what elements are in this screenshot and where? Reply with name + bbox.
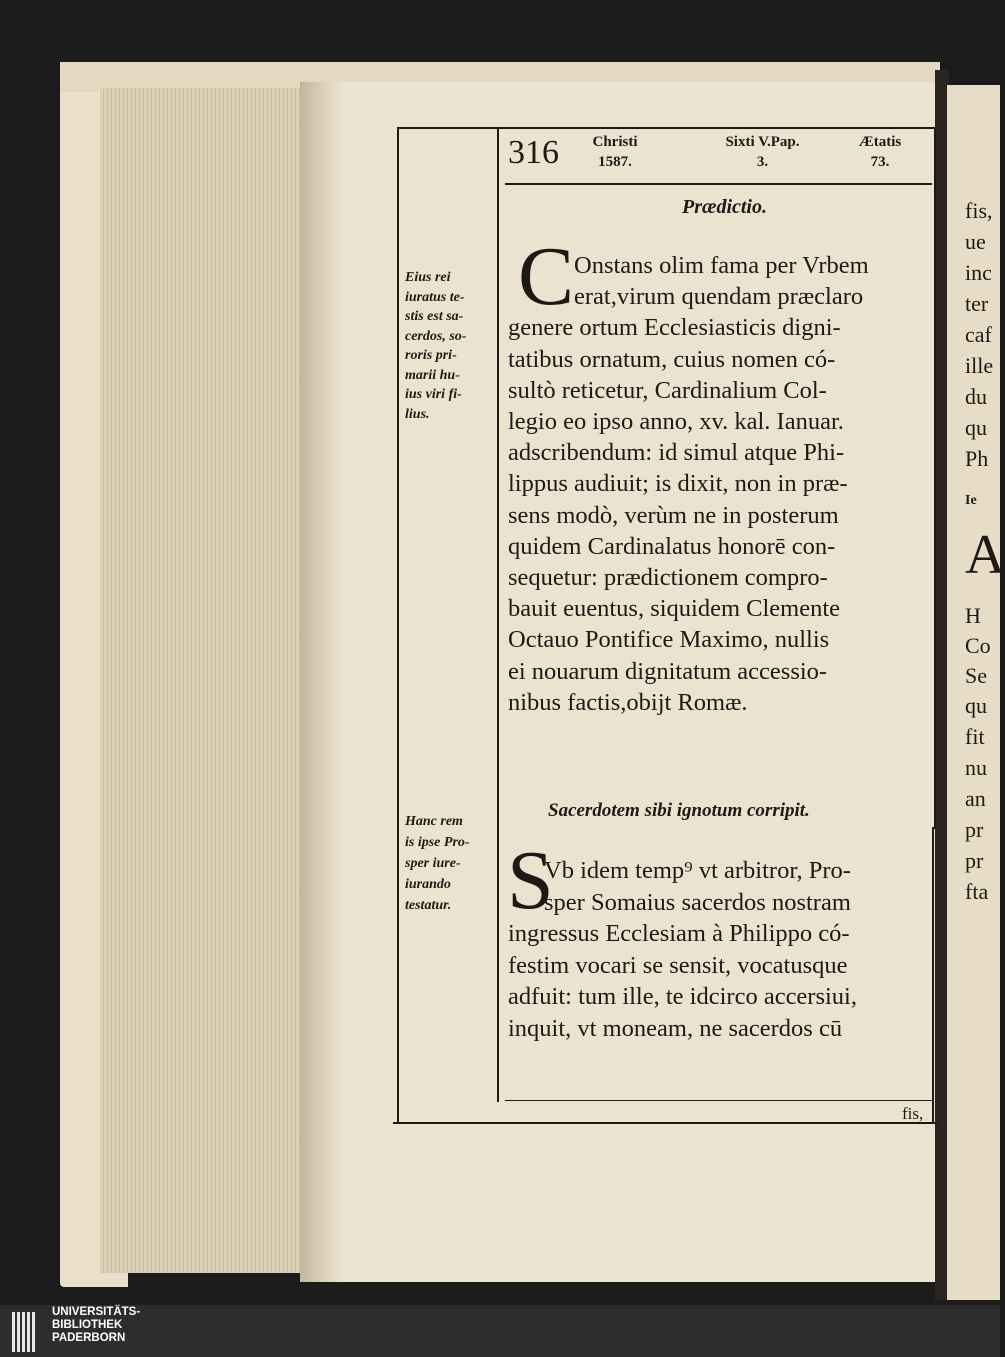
- body-text-line: inquit, vt moneam, ne sacerdos cū: [508, 1014, 843, 1042]
- catchword: fis,: [902, 1104, 924, 1123]
- body-text-line: genere ortum Ecclesiasticis digni-: [508, 314, 841, 342]
- header-christi-label: Christi: [592, 134, 638, 150]
- right-page-fragment: Ie: [965, 493, 977, 508]
- body-text-line: ingressus Ecclesiam à Philippo có-: [508, 920, 850, 947]
- body-text-line: sultò reticetur, Cardinalium Col-: [508, 376, 827, 404]
- right-page-fragment: caf: [965, 322, 992, 347]
- footer-rule: [505, 1100, 932, 1101]
- drop-cap-c: C: [518, 230, 575, 323]
- margin-note-line: sper iure-: [405, 856, 461, 871]
- gutter-shadow: [300, 82, 340, 1282]
- body-text-line: festim vocari se sensit, vocatusque: [508, 951, 848, 979]
- header-aetatis-value: 73.: [870, 154, 890, 170]
- right-page-fragment: nu: [965, 755, 987, 780]
- right-page: [947, 85, 1005, 1300]
- margin-note-line: is ipse Pro-: [405, 835, 470, 850]
- margin-note-line: marii hu-: [405, 367, 460, 383]
- body-text-line: legio eo ipso anno, xv. kal. Ianuar.: [508, 408, 844, 435]
- body-text-line: Octauo Pontifice Maximo, nullis: [508, 626, 830, 654]
- right-page-fragment: H: [965, 603, 981, 628]
- right-page-fragment: Ph: [965, 446, 989, 471]
- right-page-fragment: fta: [965, 879, 989, 904]
- drop-cap-s: S: [507, 834, 554, 927]
- right-page-fragment: qu: [965, 415, 987, 440]
- page-edges: [100, 88, 312, 1273]
- right-page-fragment: ter: [965, 291, 989, 316]
- section-heading-praedictio: Prædictio.: [682, 196, 767, 218]
- body-text-line: Vb idem temp⁹ vt arbitror, Pro-: [544, 857, 851, 884]
- right-page-fragment: fit: [965, 724, 985, 749]
- body-text-line: adscribendum: id simul atque Phi-: [508, 439, 845, 467]
- body-text-line: erat,virum quendam præclaro: [574, 283, 864, 311]
- right-page-fragment: ue: [965, 229, 986, 254]
- body-text-line: quidem Cardinalatus honorē con-: [508, 532, 836, 560]
- margin-note-line: iuratus te-: [405, 289, 465, 305]
- footer-bar: [0, 1305, 1000, 1357]
- body-text-line: bauit euentus, siquidem Clemente: [508, 595, 841, 623]
- logo-line-3: PADERBORN: [52, 1332, 126, 1344]
- right-page-fragment: inc: [965, 260, 992, 285]
- library-logo-text: [52, 1306, 140, 1345]
- margin-note-line: stis est sa-: [405, 309, 464, 324]
- body-text-line: adfuit: tum ille, te idcirco accersiui,: [508, 983, 857, 1010]
- right-page-fragment: Se: [965, 663, 987, 688]
- right-page-fragment: A: [965, 524, 1005, 586]
- right-page-fragment: ille: [965, 353, 994, 378]
- body-text-line: lippus audiuit; is dixit, non in præ-: [508, 470, 848, 498]
- margin-note-line: roris pri-: [405, 348, 457, 363]
- body-text-line: ei nouarum dignitatum accessio-: [508, 657, 828, 685]
- library-logo-icon: [12, 1312, 42, 1352]
- right-page-fragment: du: [965, 384, 987, 409]
- frame-bottom-rule: [393, 1122, 938, 1124]
- margin-note-line: lius.: [405, 406, 430, 422]
- header-christi-value: 1587.: [598, 154, 632, 170]
- margin-divider: [497, 127, 499, 1102]
- right-page-fragment: pr: [965, 817, 984, 842]
- header-sixti: [710, 132, 815, 172]
- margin-note-line: testatur.: [405, 898, 452, 913]
- body-text-line: Onstans olim fama per Vrbem: [574, 252, 869, 279]
- right-page-fragment: qu: [965, 693, 987, 718]
- header-rule: [505, 183, 932, 185]
- body-text-line: sens modò, verùm ne in posterum: [508, 501, 839, 529]
- frame-right-rule: [932, 827, 934, 1124]
- right-page-fragment: pr: [965, 848, 984, 873]
- logo-line-1: UNIVERSITÄTS-: [52, 1306, 141, 1318]
- right-page-fragment: Co: [965, 633, 991, 658]
- logo-line-2: BIBLIOTHEK: [52, 1319, 123, 1331]
- margin-note-line: Hanc rem: [405, 814, 463, 829]
- margin-note-line: iurando: [405, 877, 451, 892]
- header-christi: [585, 132, 645, 172]
- body-text-line: sequetur: prædictionem compro-: [508, 564, 828, 591]
- body-text-line: sper Somaius sacerdos nostram: [544, 888, 851, 916]
- right-page-fragment: an: [965, 786, 986, 811]
- margin-note-line: Eius rei: [405, 270, 451, 285]
- body-text-line: tatibus ornatum, cuius nomen có-: [508, 345, 836, 373]
- right-page-fragment: fis,: [965, 198, 993, 223]
- page-number: 316: [508, 134, 559, 171]
- section-heading-sacerdotem: Sacerdotem sibi ignotum corripit.: [548, 800, 810, 821]
- header-sixti-value: 3.: [756, 154, 769, 170]
- margin-note-line: cerdos, so-: [405, 328, 467, 344]
- margin-note-line: ius viri fi-: [405, 387, 462, 402]
- header-aetatis: [848, 132, 912, 172]
- header-aetatis-label: Ætatis: [858, 134, 902, 150]
- header-sixti-label: Sixti V.Pap.: [725, 134, 800, 150]
- frame-left-rule: [397, 827, 399, 1124]
- body-text-line: nibus factis,obijt Romæ.: [508, 688, 748, 716]
